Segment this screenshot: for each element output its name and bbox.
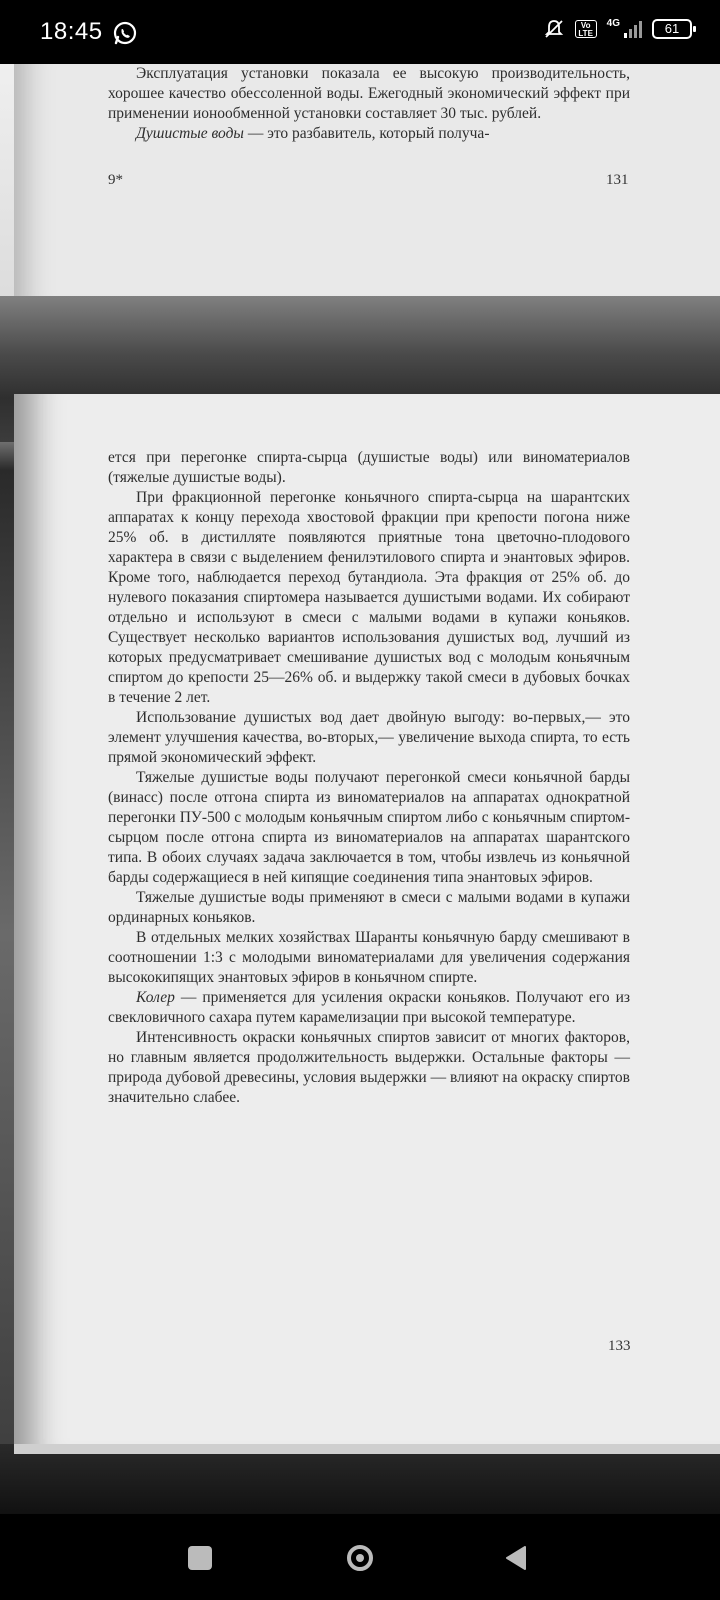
page-133-text xyxy=(108,448,630,1108)
square-icon xyxy=(188,1546,212,1570)
back-button[interactable] xyxy=(496,1538,536,1578)
paragraph: Интенсивность окраски коньячных спиртов зависит от многих факторов, но главным является продолжительность выдержки. Остальные факторы — природа дубовой древесины, условия выдержки — влияют на окраску спиртов значительно слабее. xyxy=(108,1029,630,1106)
paragraph: Тяжелые душистые воды применяют в смеси с малыми водами в купажи ординарных коньяков. xyxy=(108,889,630,926)
home-button[interactable] xyxy=(340,1538,380,1578)
footer-signature: 9* xyxy=(108,172,123,188)
paragraph xyxy=(108,124,630,144)
volte-icon: Vo LTE xyxy=(575,20,597,38)
paragraph: ется при перегонке спирта-сырца (душистые воды) или виноматериалов (тяжелые душистые воды). xyxy=(108,449,630,486)
status-bar xyxy=(0,0,720,64)
paragraph: В отдельных мелких хозяйствах Шаранты коньячную барду смешивают в соотношении 1:3 с молодыми виноматериалами для увеличения содержания высококипящих энантовых эфиров в коньячном спирте. xyxy=(108,929,630,986)
recent-apps-button[interactable] xyxy=(180,1538,220,1578)
page-131-text xyxy=(108,64,630,144)
page-bottom-edge xyxy=(14,1444,720,1454)
term-dushistye-vody: Душистые воды xyxy=(136,125,244,142)
term-koler: Колер xyxy=(136,989,175,1006)
mute-bell-icon xyxy=(543,18,565,40)
signal-icon xyxy=(624,20,642,38)
left-page-edge xyxy=(0,64,14,1514)
battery-icon: 61 xyxy=(652,19,692,39)
paragraph-text: — это разбавитель, который получа- xyxy=(243,125,490,142)
network-type: 4G xyxy=(606,17,620,29)
page-number: 133 xyxy=(608,1338,631,1354)
paragraph: Эксплуатация установки показала ее высокую производительность, хорошее качество обессоленной воды. Ежегодный экономический эффект при применении ионообменной установки составляет 30 тыс. рублей. xyxy=(108,65,630,122)
paragraph-text: — применяется для усиления окраски коньяков. Получают его из свекловичного сахара путем карамелизации при высокой температуре. xyxy=(108,989,630,1026)
status-time: 18:45 xyxy=(40,18,103,45)
whatsapp-icon xyxy=(112,20,138,46)
navigation-bar xyxy=(0,1514,720,1600)
book-photo xyxy=(0,64,720,1514)
paragraph: Тяжелые душистые воды получают перегонкой смеси коньячной барды (винасс) после отгона спирта из виноматериалов на аппаратах однократной перегонки ПУ-500 с молодым коньячным спиртом либо с коньячным спиртом-сырцом после отгона спирта из виноматериалов на аппаратах шарантского типа. В обоих случаях задача заключается в том, чтобы извлечь из коньячной барды содержащиеся в ней кипящие соединения типа энантовых эфиров. xyxy=(108,769,630,886)
paragraph xyxy=(108,988,630,1028)
bottom-shadow xyxy=(0,1444,720,1514)
page-number: 131 xyxy=(606,172,629,188)
circle-icon xyxy=(347,1545,373,1571)
paragraph: При фракционной перегонке коньячного спирта-сырца на шарантских аппаратах к концу перехода хвостовой фракции при крепости погона ниже 25% об. в дистилляте появляются приятные тона цветочно-плодового характера в связи с выделением фенилэтилового спирта и энантовых эфиров. Кроме того, наблюдается переход бутандиола. Эта фракция от 25% об. до нулевого показания спиртомера называется душистыми водами. Их собирают отдельно и используют в смеси с малыми водами в купажи коньяков. Существует несколько вариантов использования душистых вод, лучший из которых предусматривает смешивание душистых вод с молодым коньячным спиртом до крепости 25—26% об. и выдержку такой смеси в дубовых бочках в течение 2 лет. xyxy=(108,489,630,706)
back-triangle-icon xyxy=(503,1544,529,1572)
paragraph: Использование душистых вод дает двойную выгоду: во-первых,— это элемент улучшения качества, во-вторых,— увеличение выхода спирта, то есть прямой экономический эффект. xyxy=(108,709,630,766)
status-icons xyxy=(543,18,692,40)
